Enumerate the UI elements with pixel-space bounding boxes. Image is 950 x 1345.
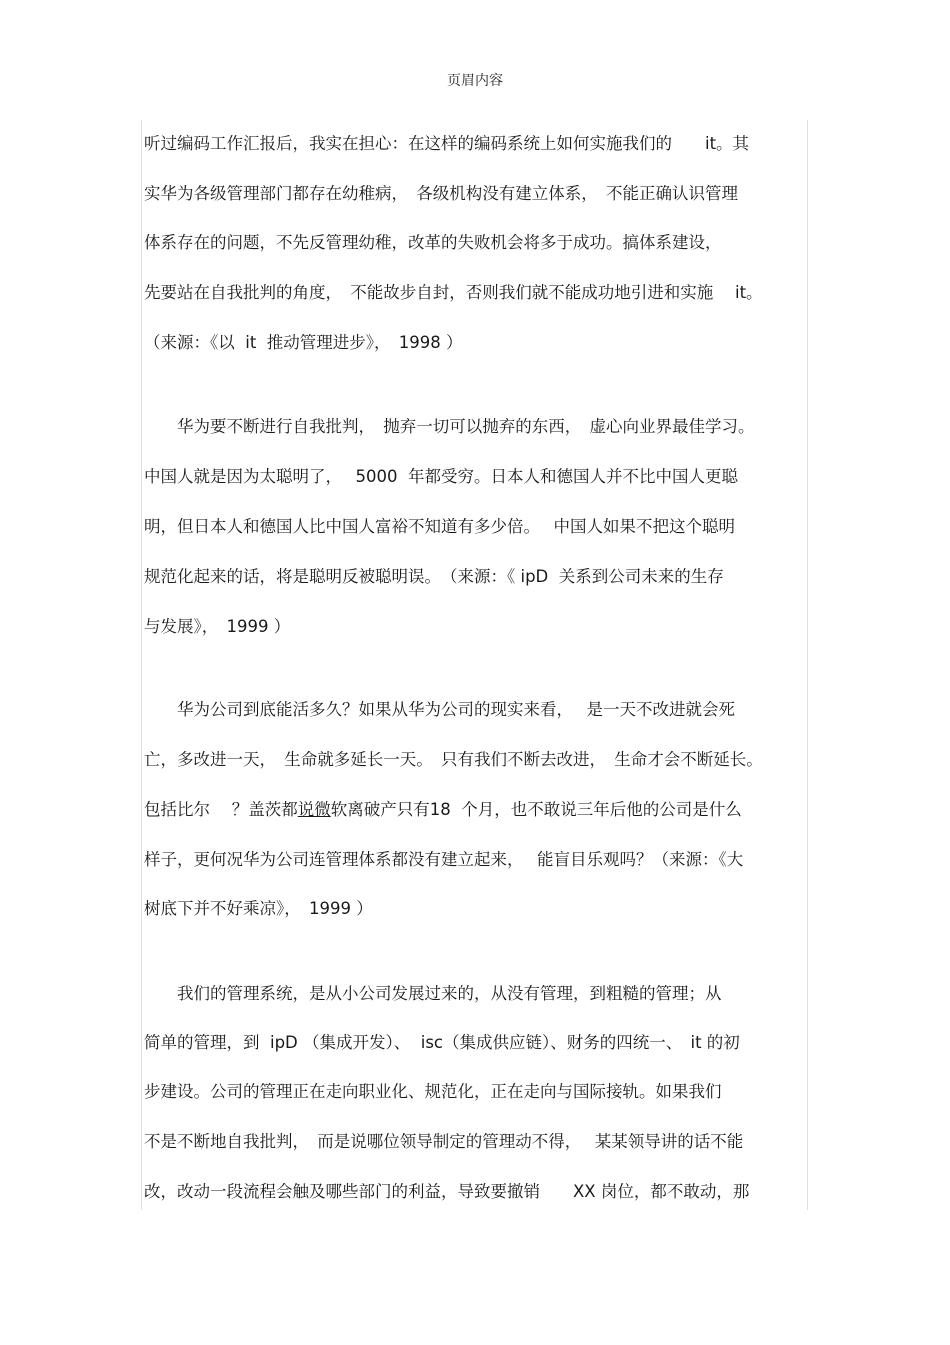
text-line: 先要站在自我批判的角度， 不能故步自封，否则我们就不能成功地引进和实施 it。 bbox=[144, 283, 763, 302]
text-line: 华为要不断进行自我批判， 抛弃一切可以抛弃的东西， 虚心向业界最佳学习。 bbox=[144, 417, 755, 436]
text-line-composite bbox=[144, 798, 809, 822]
text-line: 亡，多改进一天， 生命就多延长一天。 只有我们不断去改进， 生命才会不断延长。 bbox=[144, 750, 763, 769]
text-line: 听过编码工作汇报后，我实在担心：在这样的编码系统上如何实施我们的 it。其 bbox=[144, 134, 750, 153]
text-line: 简单的管理，到 ipD （集成开发）、 isc（集成供应链）、财务的四统一、 it 的初 bbox=[144, 1033, 740, 1052]
underlined-text: 说微 bbox=[297, 800, 331, 819]
text-segment: 包括比尔 ？盖茨都 bbox=[144, 800, 298, 819]
text-segment: 软离破产只有18 个月，也不敢说三年后他的公司是什么 bbox=[330, 800, 742, 819]
text-line: 与发展》， 1999 ） bbox=[144, 617, 291, 636]
text-line: 改，改动一段流程会触及哪些部门的利益，导致要撤销 XX 岗位，都不敢动，那 bbox=[144, 1182, 750, 1201]
text-line: 不是不断地自我批判， 而是说哪位领导制定的管理动不得， 某某领导讲的话不能 bbox=[144, 1132, 744, 1151]
text-line: 实华为各级管理部门都存在幼稚病， 各级机构没有建立体系， 不能正确认识管理 bbox=[144, 184, 738, 203]
text-line: 我们的管理系统，是从小公司发展过来的，从没有管理，到粗糙的管理；从 bbox=[144, 984, 722, 1003]
text-line: 样子，更何况华为公司连管理体系都没有建立起来， 能盲目乐观吗？（来源：《大 bbox=[144, 850, 744, 869]
text-line: 步建设。公司的管理正在走向职业化、规范化，正在走向与国际接轨。如果我们 bbox=[144, 1082, 722, 1101]
text-line: 树底下并不好乘凉》， 1999 ） bbox=[144, 899, 373, 918]
text-line: 中国人就是因为太聪明了， 5000 年都受穷。日本人和德国人并不比中国人更聪 bbox=[144, 467, 738, 486]
text-line: 体系存在的问题，不先反管理幼稚，改革的失败机会将多于成功。搞体系建设， bbox=[144, 233, 722, 252]
text-line: （来源：《以 it 推动管理进步》， 1998 ） bbox=[144, 333, 463, 352]
text-line: 明，但日本人和德国人比中国人富裕不知道有多少倍。 中国人如果不把这个聪明 bbox=[144, 517, 735, 536]
text-line: 规范化起来的话，将是聪明反被聪明误。 （来源：《 ipD 关系到公司未来的生存 bbox=[144, 567, 724, 586]
page-header: 页眉内容 bbox=[447, 73, 503, 89]
text-line: 华为公司到底能活多久？如果从华为公司的现实来看， 是一天不改进就会死 bbox=[144, 700, 735, 719]
